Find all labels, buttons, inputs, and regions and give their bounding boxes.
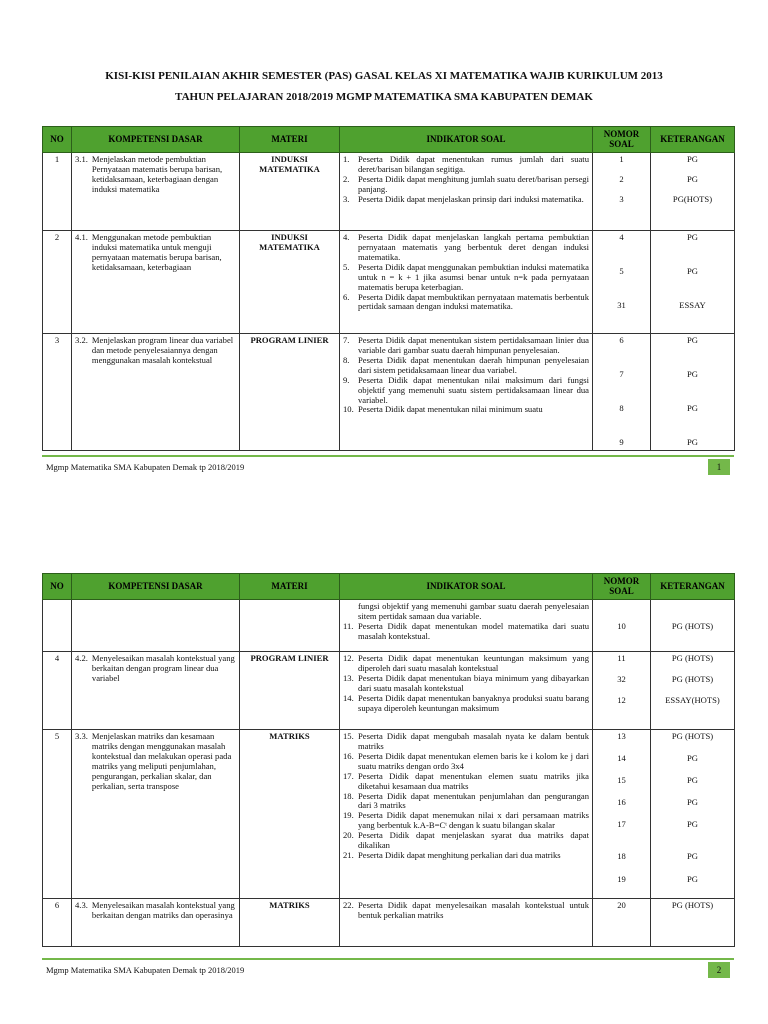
header-indikator-soal: INDIKATOR SOAL — [340, 574, 593, 600]
nomor-soal: 14 — [617, 752, 626, 763]
indicator-text: Peserta Didik dapat menjelaskan prinsip dari induksi matematika. — [358, 193, 584, 204]
keterangan-cell — [651, 152, 735, 230]
indicator-text: Peserta Didik dapat menentukan nilai minimum suatu — [358, 404, 543, 415]
keterangan-cell — [651, 729, 735, 898]
row-number: 4 — [43, 651, 72, 729]
keterangan: PG (HOTS) — [671, 899, 714, 910]
keterangan-cell — [651, 230, 735, 333]
header-no: NO — [43, 127, 72, 153]
indicator-text: Peserta Didik dapat menentukan biaya minimum yang dibayarkan dari suatu masalah kontekstual — [358, 672, 589, 693]
page-number-badge: 2 — [708, 962, 730, 978]
keterangan: PG(HOTS) — [672, 193, 713, 204]
nomor-soal: 13 — [617, 730, 626, 741]
indicator-text: Peserta Didik dapat menjelaskan syarat dua matriks dapat dikalikan — [358, 830, 589, 851]
indicator-text: Peserta Didik dapat menentukan model matematika dari suatu masalah kontekstual. — [358, 620, 589, 641]
document-subtitle: TAHUN PELAJARAN 2018/2019 MGMP MATEMATIKA SMA KABUPATEN DEMAK — [175, 91, 593, 103]
nomor-soal: 12 — [617, 694, 626, 705]
indicator-number: 19. — [343, 810, 354, 821]
materi-cell: PROGRAM LINIER — [240, 333, 340, 450]
keterangan: PG — [687, 402, 698, 413]
header-nomor-soal: NOMOR SOAL — [593, 574, 651, 600]
keterangan-cell — [651, 599, 735, 651]
kompetensi-dasar-cell — [72, 333, 240, 450]
kd-text: Menjelaskan program linear dua variabel dan metode penyelesaiannya dengan menggunakan masalah kontekstual — [91, 334, 234, 365]
table-row — [43, 651, 735, 729]
row-number: 3 — [43, 333, 72, 450]
row-number: 2 — [43, 230, 72, 333]
kompetensi-dasar-cell — [72, 898, 240, 946]
indikator-cell — [340, 333, 593, 450]
kisi-kisi-table-page-2 — [42, 573, 735, 947]
keterangan: PG — [687, 368, 698, 379]
indicator-text: Peserta Didik dapat menentukan keuntungan maksimum yang diperoleh dari suatu masalah kontekstual — [358, 652, 589, 673]
header-materi: MATERI — [240, 127, 340, 153]
table-row — [43, 599, 735, 651]
kompetensi-dasar-cell — [72, 152, 240, 230]
keterangan: PG (HOTS) — [671, 620, 714, 631]
indikator-cell — [340, 230, 593, 333]
kd-text: Menjelaskan metode pembuktian Pernyataan matematis berupa barisan, ketidaksamaan, keterbagiaan dengan induksi matematika — [91, 153, 223, 194]
keterangan: PG — [687, 774, 698, 785]
row-number: 5 — [43, 729, 72, 898]
nomor-soal: 16 — [617, 796, 626, 807]
keterangan-cell — [651, 651, 735, 729]
materi-cell: INDUKSI MATEMATIKA — [240, 152, 340, 230]
kd-code: 3.2. — [75, 334, 88, 345]
keterangan: PG — [687, 850, 698, 861]
nomor-soal-cell — [593, 333, 651, 450]
indicator-number: 1. — [343, 153, 350, 164]
keterangan: PG — [687, 752, 698, 763]
footer-text: Mgmp Matematika SMA Kabupaten Demak tp 2018/2019 — [46, 965, 245, 975]
nomor-soal: 18 — [617, 850, 626, 861]
indicator-number: 13. — [343, 672, 354, 683]
nomor-soal-cell — [593, 230, 651, 333]
nomor-soal: 1 — [619, 153, 624, 164]
keterangan: PG — [687, 265, 698, 276]
kd-text: Menggunakan metode pembuktian induksi matematika untuk menguji pernyataan matematis berupa barisan, ketidaksamaan, keterbagiaan — [91, 231, 222, 272]
kd-code: 4.1. — [75, 231, 88, 242]
indicator-number: 8. — [343, 354, 350, 365]
nomor-soal: 31 — [617, 299, 626, 310]
header-indikator-soal: INDIKATOR SOAL — [340, 127, 593, 153]
indicator-number: 5. — [343, 261, 350, 272]
keterangan: PG — [687, 334, 698, 345]
kd-code: 4.2. — [75, 652, 88, 663]
indicator-text: Peserta Didik dapat menentukan rumus jumlah dari suatu deret/barisan bilangan segitiga. — [358, 153, 589, 174]
indicator-text: Peserta Didik dapat menentukan elemen baris ke i kolom ke j dari suatu matriks dengan ordo 3x4 — [358, 750, 589, 771]
nomor-soal: 10 — [617, 620, 626, 631]
nomor-soal: 6 — [619, 334, 624, 345]
nomor-soal: 9 — [619, 436, 624, 447]
indicator-number: 12. — [343, 652, 354, 663]
indicator-text: Peserta Didik dapat menentukan sistem pertidaksamaan linier dua variable dari gambar suatu daerah himpunan penyelesaian. — [358, 334, 589, 355]
indicator-number: 16. — [343, 750, 354, 761]
materi-cell: MATRIKS — [240, 898, 340, 946]
indicator-text: Peserta Didik dapat mengubah masalah nyata ke dalam bentuk matriks — [358, 730, 589, 751]
keterangan: PG — [687, 153, 698, 164]
nomor-soal-cell — [593, 898, 651, 946]
footer-text: Mgmp Matematika SMA Kabupaten Demak tp 2018/2019 — [46, 462, 245, 472]
nomor-soal: 5 — [619, 265, 624, 276]
indicator-text: Peserta Didik dapat menghitung perkalian dari dua matriks — [358, 850, 561, 861]
keterangan: PG (HOTS) — [671, 730, 714, 741]
indicator-text: Peserta Didik dapat menghitung jumlah suatu deret/barisan persegi panjang. — [358, 173, 589, 194]
nomor-soal-cell — [593, 729, 651, 898]
keterangan: PG (HOTS) — [671, 673, 714, 684]
indicator-text: Peserta Didik dapat menggunakan pembuktian induksi matematika untuk n = k + 1 jika asumsi benar untuk n=k pada pernyataan matematis berupa keterbagian. — [358, 261, 589, 292]
nomor-soal: 20 — [617, 899, 626, 910]
indicator-text: Peserta Didik dapat menentukan elemen suatu matriks jika diketahui kesamaan dua matriks — [358, 770, 589, 791]
keterangan: ESSAY — [679, 299, 706, 310]
nomor-soal: 17 — [617, 818, 626, 829]
header-keterangan: KETERANGAN — [651, 127, 735, 153]
row-number: 1 — [43, 152, 72, 230]
indicator-number: 6. — [343, 291, 350, 302]
kompetensi-dasar-cell — [72, 651, 240, 729]
table-row — [43, 152, 735, 230]
footer-divider — [42, 455, 734, 457]
footer-divider — [42, 958, 734, 960]
indikator-cell — [340, 729, 593, 898]
indicator-text: Peserta Didik dapat menyelesaikan masalah kontekstual untuk bentuk perkalian matriks — [358, 899, 589, 920]
kd-text: Menjelaskan matriks dan kesamaan matriks dengan menggunakan masalah kontekstual dan melakukan operasi pada matriks yang meliputi penjumlahan, pengurangan, perkalian skalar, dan perkalian, serta transpose — [91, 730, 232, 791]
table-row — [43, 898, 735, 946]
nomor-soal: 19 — [617, 873, 626, 884]
document-title: KISI-KISI PENILAIAN AKHIR SEMESTER (PAS) GASAL KELAS XI MATEMATIKA WAJIB KURIKULUM 2013 — [105, 70, 663, 82]
indicator-number: 17. — [343, 770, 354, 781]
indicator-number: 9. — [343, 374, 350, 385]
indicator-number: 15. — [343, 730, 354, 741]
indicator-number: 10. — [343, 404, 354, 415]
header-kompetensi-dasar: KOMPETENSI DASAR — [72, 127, 240, 153]
nomor-soal-cell — [593, 599, 651, 651]
indikator-cell — [340, 599, 593, 651]
indicator-text: Peserta Didik dapat menemukan nilai x dari persamaan matriks yang berbentuk k.A-B=Cᵗ dengan k suatu bilangan skalar — [358, 810, 589, 831]
header-no: NO — [43, 574, 72, 600]
indicator-number: 11. — [343, 620, 354, 631]
indikator-cell — [340, 152, 593, 230]
indicator-number: 2. — [343, 173, 350, 184]
nomor-soal: 7 — [619, 368, 624, 379]
indicator-number: 3. — [343, 193, 350, 204]
indicator-number: 14. — [343, 692, 354, 703]
header-kompetensi-dasar: KOMPETENSI DASAR — [72, 574, 240, 600]
kd-code: 3.1. — [75, 153, 88, 164]
indicator-text: Peserta Didik dapat membuktikan pernyataan matematis berbentuk pertidak samaan dengan induksi matematika. — [358, 291, 589, 312]
keterangan: PG — [687, 818, 698, 829]
indicator-number: 4. — [343, 231, 350, 242]
keterangan-cell — [651, 898, 735, 946]
row-number: 6 — [43, 898, 72, 946]
nomor-soal-cell — [593, 152, 651, 230]
nomor-soal: 2 — [619, 173, 624, 184]
header-keterangan: KETERANGAN — [651, 574, 735, 600]
keterangan: PG — [687, 231, 698, 242]
table-row — [43, 333, 735, 450]
kompetensi-dasar-cell — [72, 230, 240, 333]
nomor-soal: 3 — [619, 193, 624, 204]
keterangan: ESSAY(HOTS) — [665, 694, 720, 705]
nomor-soal: 8 — [619, 402, 624, 413]
indicator-number: 18. — [343, 790, 354, 801]
nomor-soal: 4 — [619, 231, 624, 242]
table-row — [43, 729, 735, 898]
materi-cell: MATRIKS — [240, 729, 340, 898]
page-number-badge: 1 — [708, 459, 730, 475]
indicator-number: 7. — [343, 334, 350, 345]
indicator-continuation-text: fungsi objektif yang memenuhi gambar suatu daerah penyelesaian sitem pertidak samaan dua variable. — [358, 600, 589, 621]
indikator-cell — [340, 898, 593, 946]
keterangan: PG (HOTS) — [671, 652, 714, 663]
indicator-text: Peserta Didik dapat menentukan banyaknya produksi suatu barang supaya diperoleh keuntungan maksimum — [358, 692, 589, 713]
nomor-soal: 15 — [617, 774, 626, 785]
keterangan: PG — [687, 796, 698, 807]
keterangan: PG — [687, 173, 698, 184]
kd-text: Menyelesaikan masalah kontekstual yang berkaitan dengan program linear dua variabel — [91, 652, 235, 683]
nomor-soal: 11 — [617, 652, 626, 663]
indicator-number: 22. — [343, 899, 354, 910]
keterangan: PG — [687, 873, 698, 884]
indicator-number: 20. — [343, 830, 354, 841]
keterangan-cell — [651, 333, 735, 450]
indicator-text: Peserta Didik dapat menentukan daerah himpunan penyelesaian dari sistem petidaksamaan linear dua variabel. — [358, 354, 589, 375]
table-row — [43, 230, 735, 333]
kd-text: Menyelesaikan masalah kontekstual yang berkaitan dengan matriks dan operasinya — [91, 899, 235, 920]
materi-cell: INDUKSI MATEMATIKA — [240, 230, 340, 333]
header-nomor-soal: NOMOR SOAL — [593, 127, 651, 153]
kd-code: 4.3. — [75, 899, 88, 910]
indicator-text: Peserta Didik dapat menentukan nilai maksimum dari fungsi objektif yang memenuhi suatu sistem pertidaksamaan linear dua variabel. — [358, 374, 589, 405]
indicator-text: Peserta Didik dapat menjelaskan langkah pertama pembuktian pernyataan matematis yang berbentuk deret dengan induksi matematika. — [358, 231, 589, 262]
keterangan: PG — [687, 436, 698, 447]
indikator-cell — [340, 651, 593, 729]
kompetensi-dasar-cell — [72, 729, 240, 898]
materi-cell: PROGRAM LINIER — [240, 651, 340, 729]
header-materi: MATERI — [240, 574, 340, 600]
indicator-number: 21. — [343, 850, 354, 861]
kisi-kisi-table-page-1 — [42, 126, 735, 451]
kd-code: 3.3. — [75, 730, 88, 741]
nomor-soal: 32 — [617, 673, 626, 684]
nomor-soal-cell — [593, 651, 651, 729]
indicator-text: Peserta Didik dapat menentukan penjumlahan dan pengurangan dari 3 matriks — [358, 790, 589, 811]
